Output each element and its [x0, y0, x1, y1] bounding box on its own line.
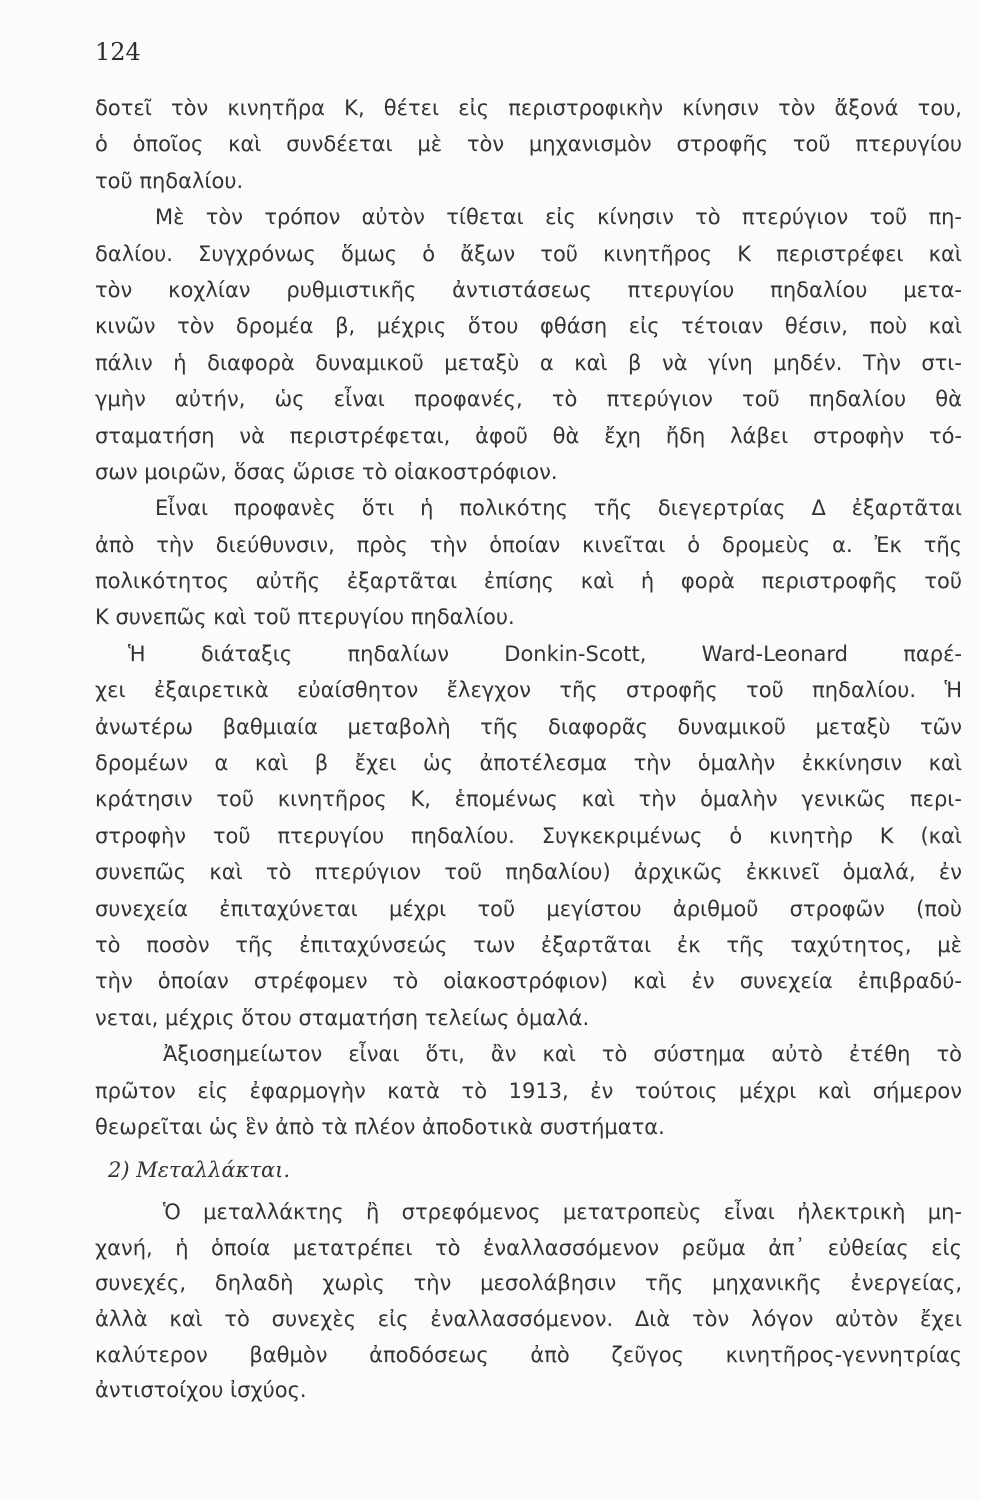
text-line: τοῦ πηδαλίου.	[95, 168, 244, 193]
text-line: καλύτερον βαθμὸν ἀποδόσεως ἀπὸ ζεῦγος κινητῆρος-γεννητρίας	[95, 1342, 962, 1367]
text-line: Ἀξιοσημείωτον εἶναι ὅτι, ἂν καὶ τὸ σύστημα αὐτὸ ἐτέθη τὸ	[163, 1042, 962, 1067]
text-line: ἀπὸ τὴν διεύθυνσιν, πρὸς τὴν ὁποίαν κινεῖται ὁ δρομεὺς α. Ἐκ τῆς	[95, 532, 962, 557]
text-line: πολικότητος αὐτῆς ἐξαρτᾶται ἐπίσης καὶ ἡ φορὰ περιστροφῆς τοῦ	[95, 569, 962, 594]
text-line: Ὁ μεταλλάκτης ἢ στρεφόμενος μετατροπεὺς εἶναι ἠλεκτρικὴ μη-	[163, 1200, 962, 1224]
text-line: στροφὴν τοῦ πτερυγίου πηδαλίου. Συγκεκριμένως ὁ κινητὴρ Κ (καὶ	[95, 823, 962, 848]
text-line: Εἶναι προφανὲς ὅτι ἡ πολικότης τῆς διεγερτρίας Δ ἐξαρτᾶται	[155, 496, 962, 521]
text-line: σων μοιρῶν, ὅσας ὥρισε τὸ οἰακοστρόφιον.	[95, 459, 558, 484]
text-line: τὸ ποσὸν τῆς ἐπιταχύνσεώς των ἐξαρτᾶται ἐκ τῆς ταχύτητος, μὲ	[95, 932, 962, 957]
text-line: χει ἐξαιρετικὰ εὐαίσθητον ἔλεγχον τῆς στροφῆς τοῦ πηδαλίου. Ἡ	[95, 678, 962, 703]
text-line: ἀντιστοίχου ἰσχύος.	[95, 1378, 307, 1403]
text-line: ἀλλὰ καὶ τὸ συνεχὲς εἰς ἐναλλασσόμενον. Διὰ τὸν λόγον αὐτὸν ἔχει	[95, 1307, 962, 1332]
text-line: ὁ ὁποῖος καὶ συνδέεται μὲ τὸν μηχανισμὸν στροφῆς τοῦ πτερυγίου	[95, 132, 962, 157]
text-line: πάλιν ἡ διαφορὰ δυναμικοῦ μεταξὺ α καὶ β νὰ γίνη μηδέν. Τὴν στι-	[95, 350, 962, 375]
section-2-body	[95, 1195, 962, 1409]
text-line: Ἡ διάταξις πηδαλίων Donkin-Scott, Ward-Leonard παρέ-	[128, 641, 962, 666]
paragraph	[95, 1195, 962, 1409]
paragraph	[95, 636, 962, 1036]
text-line: ἀνωτέρω βαθμιαία μεταβολὴ τῆς διαφορᾶς δυναμικοῦ μεταξὺ τῶν	[95, 714, 962, 739]
text-line: γμὴν αὐτήν, ὡς εἶναι προφανές, τὸ πτερύγιον τοῦ πηδαλίου θὰ	[95, 387, 962, 412]
text-line: συνεχές, δηλαδὴ χωρὶς τὴν μεσολάβησιν τῆς μηχανικῆς ἐνεργείας,	[95, 1271, 962, 1296]
text-line: κινῶν τὸν δρομέα β, μέχρις ὅτου φθάση εἰς τέτοιαν θέσιν, ποὺ καὶ	[95, 314, 962, 339]
text-line: πρῶτον εἰς ἐφαρμογὴν κατὰ τὸ 1913, ἐν τούτοις μέχρι καὶ σήμερον	[95, 1078, 962, 1103]
text-line: κράτησιν τοῦ κινητῆρος Κ, ἑπομένως καὶ τὴν ὁμαλὴν γενικῶς περι-	[95, 787, 962, 812]
section-1-body	[95, 90, 962, 1145]
paragraph	[95, 490, 962, 636]
text-line: δοτεῖ τὸν κινητῆρα Κ, θέτει εἰς περιστροφικὴν κίνησιν τὸν ἄξονά του,	[95, 96, 962, 120]
text-line: συνεχεία ἐπιταχύνεται μέχρι τοῦ μεγίστου ἀριθμοῦ στροφῶν (ποὺ	[95, 896, 962, 921]
paragraph	[95, 90, 962, 199]
paragraph	[95, 199, 962, 490]
text-line: χανή, ἡ ὁποία μετατρέπει τὸ ἐναλλασσόμενον ρεῦμα ἀπ᾽ εὐθείας εἰς	[95, 1235, 962, 1260]
paragraph	[95, 1036, 962, 1145]
text-line: σταματήση νὰ περιστρέφεται, ἀφοῦ θὰ ἔχη ἤδη λάβει στροφὴν τό-	[95, 423, 962, 448]
text-line: τὸν κοχλίαν ρυθμιστικῆς ἀντιστάσεως πτερυγίου πηδαλίου μετα-	[95, 277, 962, 302]
text-line: συνεπῶς καὶ τὸ πτερύγιον τοῦ πηδαλίου) ἀρχικῶς ἐκκινεῖ ὁμαλά, ἐν	[95, 860, 962, 885]
text-line: τὴν ὁποίαν στρέφομεν τὸ οἰακοστρόφιον) καὶ ἐν συνεχεία ἐπιβραδύ-	[95, 969, 962, 994]
text-line: δαλίου. Συγχρόνως ὅμως ὁ ἄξων τοῦ κινητῆρος Κ περιστρέφει καὶ	[95, 241, 962, 266]
page-number: 124	[95, 38, 141, 66]
section-heading: 2) Μεταλλάκται.	[108, 1158, 291, 1182]
text-line: Μὲ τὸν τρόπον αὐτὸν τίθεται εἰς κίνησιν τὸ πτερύγιον τοῦ πη-	[155, 205, 962, 230]
text-line: νεται, μέχρις ὅτου σταματήση τελείως ὁμαλά.	[95, 1005, 590, 1030]
text-line: δρομέων α καὶ β ἔχει ὡς ἀποτέλεσμα τὴν ὁμαλὴν ἐκκίνησιν καὶ	[95, 751, 962, 776]
text-line: Κ συνεπῶς καὶ τοῦ πτερυγίου πηδαλίου.	[95, 605, 515, 630]
text-line: θεωρεῖται ὡς ἓν ἀπὸ τὰ πλέον ἀποδοτικὰ συστήματα.	[95, 1114, 665, 1139]
